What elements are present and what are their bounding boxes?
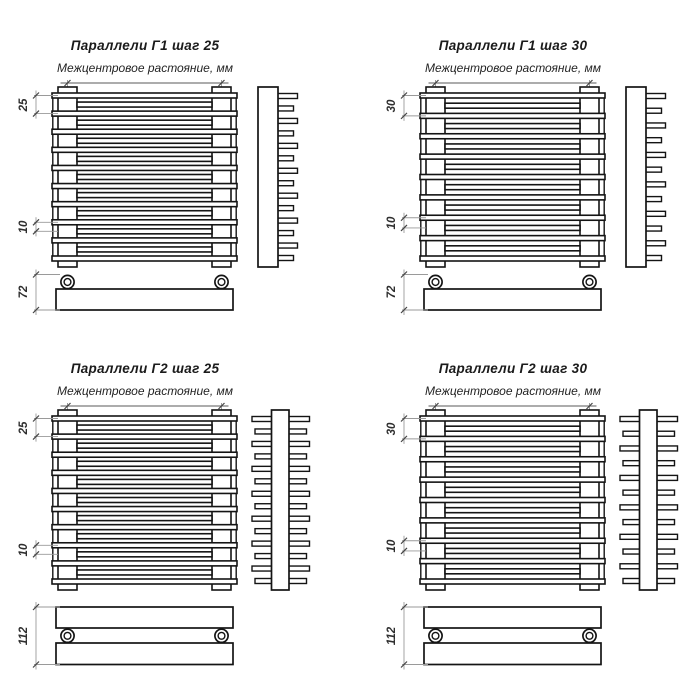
tube-gap-dimension-value: 10 [386, 216, 398, 230]
variant-panel-g1-step-30 [368, 0, 658, 345]
variant-title: Параллели Г2 шаг 30 [438, 361, 588, 376]
variant-title: Параллели Г1 шаг 25 [70, 38, 220, 53]
variant-panel-g1-step-25 [0, 0, 290, 345]
depth-dimension-value: 72 [18, 285, 30, 299]
center-distance-label: Межцентровое растояние, мм [425, 384, 601, 398]
step-dimension-value: 30 [386, 99, 398, 113]
center-distance-label: Межцентровое растояние, мм [425, 61, 601, 75]
tube-gap-dimension-value: 10 [386, 539, 398, 553]
depth-dimension-value: 112 [18, 626, 30, 645]
center-distance-label: Межцентровое растояние, мм [57, 384, 233, 398]
depth-dimension-value: 72 [386, 285, 398, 299]
tube-gap-dimension-value: 10 [18, 543, 30, 557]
center-distance-label: Межцентровое растояние, мм [57, 61, 233, 75]
variant-title: Параллели Г1 шаг 30 [438, 38, 588, 53]
depth-dimension-value: 112 [386, 626, 398, 645]
step-dimension-value: 30 [386, 422, 398, 436]
variant-panel-g2-step-30 [368, 323, 658, 668]
step-dimension-value: 25 [18, 421, 30, 434]
variant-panel-g2-step-25 [0, 323, 290, 668]
tube-gap-dimension-value: 10 [18, 220, 30, 234]
step-dimension-value: 25 [18, 98, 30, 111]
variant-title: Параллели Г2 шаг 25 [70, 361, 220, 376]
